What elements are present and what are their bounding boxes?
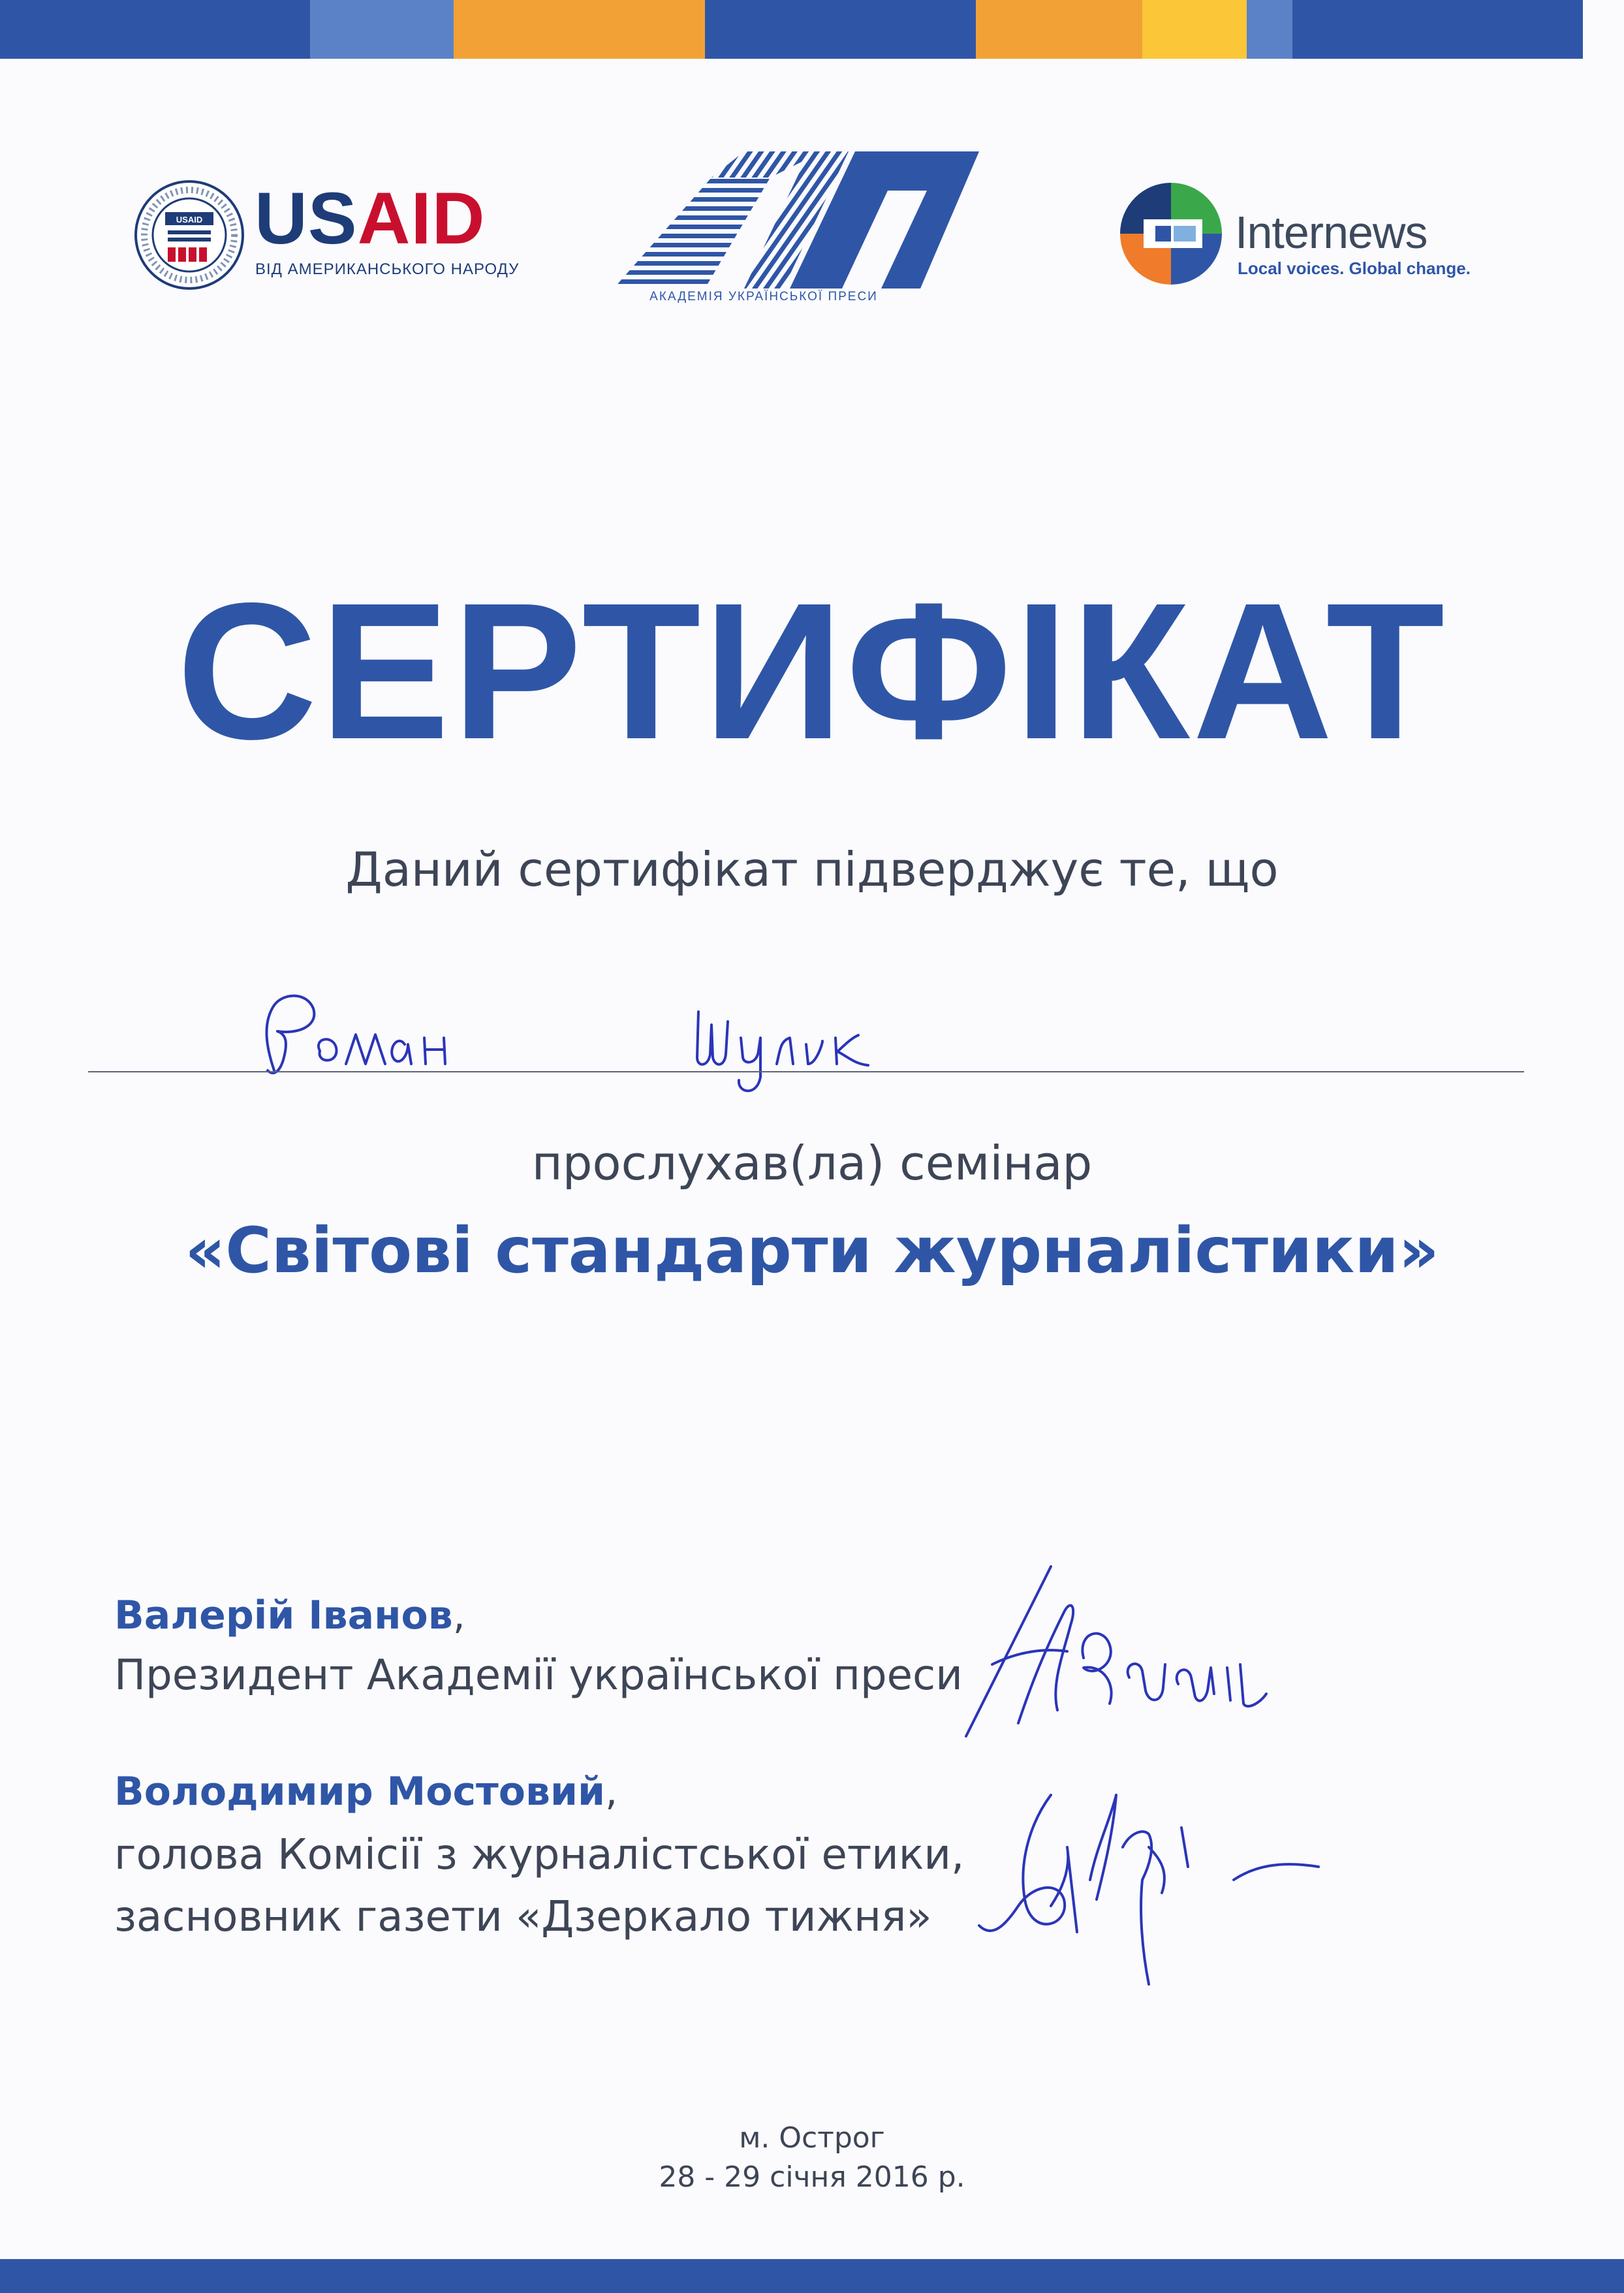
usaid-wordmark [255,178,486,259]
recipient-name-line [88,1071,1524,1072]
signatory-1-signature [953,1553,1292,1749]
internews-globe-icon [1117,180,1225,288]
bottom-stripe [0,2259,1624,2293]
recipient-handwritten-name [248,973,966,1103]
internews-logo [1117,180,1483,291]
seminar-title: «Світові стандарти журналістики» [185,1214,1439,1287]
aup-emblem-icon [614,151,979,289]
aup-logo [614,151,979,321]
usaid-word-us: US [255,178,358,259]
certificate-title: СЕРТИФІКАТ [176,563,1448,780]
footer-place: м. Острог [739,2121,885,2155]
usaid-seal-icon [134,179,245,290]
usaid-subtitle: ВІД АМЕРИКАНСЬКОГО НАРОДУ [255,260,520,278]
signatory-2-name: Володимир Мостовий, [114,1769,618,1815]
usaid-seal-badge: USAID [176,215,203,225]
internews-tagline: Local voices. Global change. [1238,258,1471,278]
signatory-2-role-1: голова Комісії з журналістської етики, [114,1831,965,1879]
listened-text: прослухав(ла) семінар [531,1136,1093,1191]
signatory-1-role: Президент Академії української преси [114,1651,963,1700]
certificate-subtitle: Даний сертифікат підверджує те, що [345,842,1279,897]
signatory-1-name: Валерій Іванов, [114,1593,465,1638]
signatory-2-signature [953,1769,1345,2043]
signatory-2-role-2: засновник газети «Дзеркало тижня» [114,1893,932,1941]
aup-caption: АКАДЕМІЯ УКРАЇНСЬКОЇ ПРЕСИ [649,290,878,304]
usaid-logo [134,178,520,304]
footer-date: 28 - 29 січня 2016 р. [659,2160,965,2194]
usaid-word-aid: AID [357,178,486,259]
internews-name: Internews [1235,207,1428,258]
